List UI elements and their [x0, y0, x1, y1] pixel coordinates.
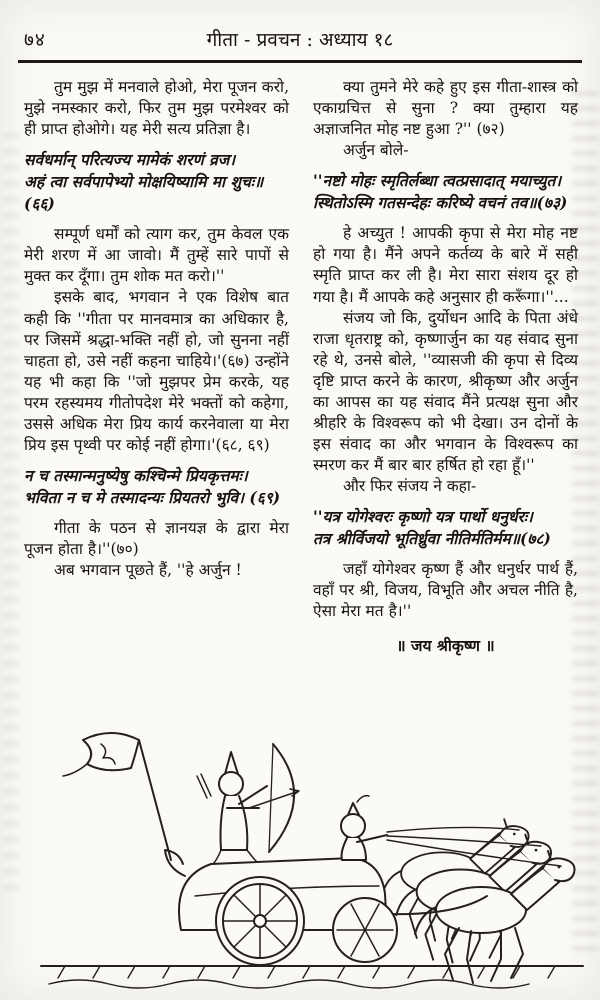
- bow-string: [269, 744, 273, 852]
- quiver: [197, 774, 211, 798]
- victory-flag: [63, 733, 171, 860]
- verse-line: ''यत्र योगेश्वरः कृष्णो यत्र पार्थो धनुर्धरः।: [313, 507, 533, 527]
- chariot-illustration-svg: [34, 700, 590, 992]
- verse-line: न च तस्मान्मनुष्येषु कश्चिन्मे प्रियकृत्तमः।: [24, 466, 248, 486]
- krishna-arm: [357, 835, 387, 842]
- verse-line: सर्वधर्मान् परित्यज्य मामेकं शरणं व्रज।: [24, 150, 236, 170]
- paragraph: जहाँ योगेश्वर कृष्ण हैं और धनुर्धर पार्थ हैं, वहाँ पर श्री, विजय, विभूति और अचल नीति है, ऐसा मेरा मत है।'': [313, 560, 578, 621]
- krishna-arjuna-chariot-illustration: [34, 700, 590, 992]
- peacock-feather: [357, 796, 369, 802]
- verse-line: अहं त्वा सर्वपापेभ्यो मोक्षयिष्यामि मा शुचः॥ (६६): [24, 172, 264, 214]
- sanskrit-verse: [313, 170, 578, 214]
- paragraph: अर्जुन बोले-: [343, 141, 409, 160]
- right-column: [313, 77, 578, 656]
- paragraph: तुम मुझ में मनवाले होओ, मेरा पूजन करो, मुझे नमस्कार करो, फिर तुम मुझ परमेश्वर को ही प्राप्त होओगे। यह मेरी सत्य प्रतिज्ञा है।: [24, 78, 289, 139]
- paragraph: गीता के पठन से ज्ञानयज्ञ के द्वारा मेरा पूजन होता है।''(७०): [24, 519, 289, 559]
- paragraph: संजय जो कि, दुर्योधन आदि के पिता अंधे राजा धृतराष्ट्र को, कृष्णार्जुन का यह संवाद सुना रहे थे, उनसे बोले, ''व्यासजी की कृपा से दिव्य दृष्टि प्राप्त करने के कारण, श्रीकृष्ण और अर्जुन का आपस का यह संवाद मैंने प्रत्यक्ष सुना और श्रीहरि के विश्वरूप को भी देखा। उन दोनों के इस संवाद का और भगवान के विश्वरूप का स्मरण कर मैं बार बार हर्षित हो रहा हूँ।'': [313, 308, 578, 475]
- paragraph: इसके बाद, भगवान ने एक विशेष बात कही कि ''गीता पर मानवमात्र का अधिकार है, पर जिसमें श्रद्धा-भक्ति नहीं हो, जो सुनना नहीं चाहता हो, उसे नहीं कहना चाहिये।'(६७) उन्होंने यह भी कहा कि ''जो मुझपर प्रेम करके, यह परम रहस्यमय गीतोपदेश मेरे भक्तों को कहेगा, उससे अधिक मेरा प्रिय कार्य करनेवाला या मेरा प्रिय इस पृथ्वी पर कोई नहीं होगा।'(६८, ६९): [24, 288, 289, 455]
- paragraph: और फिर संजय ने कहा-: [343, 477, 477, 496]
- verse-line: ''नष्टो मोहः स्मृतिर्लब्धा त्वत्प्रसादात् मयाच्युत।: [313, 171, 562, 191]
- verse-line: तत्र श्रीर्विजयो भूतिर्ध्रुवा नीतिर्मतिर्मम॥(७८): [313, 529, 551, 549]
- chariot-ornament: [165, 850, 185, 876]
- paragraph: अब भगवान पूछते हैं, ''हे अर्जुन !: [54, 561, 242, 580]
- closing-salutation: ॥ जय श्रीकृष्ण ॥: [396, 635, 495, 655]
- arjuna-body: [221, 796, 248, 850]
- sanskrit-verse: [313, 506, 578, 550]
- ground: [41, 966, 583, 988]
- arjuna-arm: [239, 786, 267, 804]
- arjuna-figure: [197, 744, 299, 864]
- paragraph: क्या तुमने मेरे कहे हुए इस गीता-शास्त्र को एकाग्रचित्त से सुना ? क्या तुम्हारा यह अज्ञाजनित मोह नष्ट हुआ ?'' (७२): [313, 78, 578, 139]
- verse-line: स्थितोऽस्मि गतसन्देहः करिष्ये वचनं तव॥(७३): [313, 193, 568, 213]
- sanskrit-verse: [24, 149, 289, 215]
- page-header: [0, 0, 600, 54]
- arjuna-head: [219, 772, 243, 796]
- page-number: ७४: [24, 29, 46, 51]
- text-columns: [0, 63, 600, 656]
- paragraph: सम्पूर्ण धर्मों को त्याग कर, तुम केवल एक मेरी शरण में आ जावो। मैं तुम्हें सारे पापों से मुक्त कर दूँगा। तुम शोक मत करो।'': [24, 225, 289, 286]
- arjuna-crown: [225, 752, 238, 774]
- left-column: [24, 77, 289, 656]
- sanskrit-verse: [24, 465, 289, 509]
- verse-line: भविता न च मे तस्मादन्यः प्रियतरो भुवि। (६९): [24, 488, 281, 508]
- krishna-head: [341, 814, 365, 838]
- paragraph: हे अच्युत ! आपकी कृपा से मेरा मोह नष्ट हो गया है। मैंने अपने कर्तव्य के बारे में सही स्मृति प्राप्त कर ली है। मेरा सारा संशय दूर हो गया है। मैं आपके कहे अनुसार ही करूँगा।''...: [313, 224, 578, 306]
- page-title: गीता - प्रवचन : अध्याय १८: [206, 29, 394, 51]
